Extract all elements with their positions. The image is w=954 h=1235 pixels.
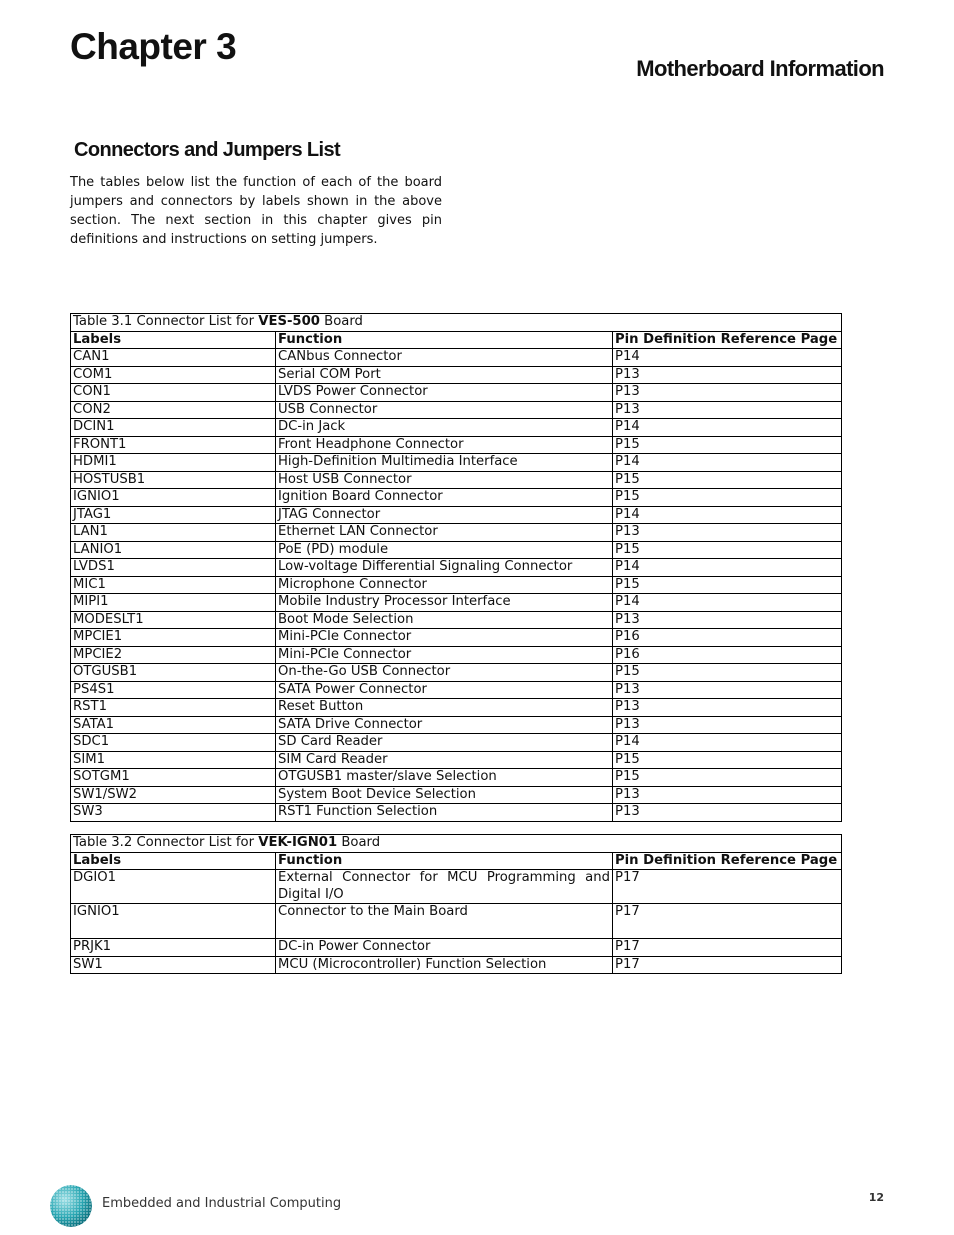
table-row: [71, 384, 842, 402]
table-row: [71, 436, 842, 454]
table-row: [71, 594, 842, 612]
intro-paragraph: The tables below list the function of each of the board jumpers and connectors by labels shown in the above section. The next section in this chapter gives pin definitions and instructions on setting jumpers.: [70, 175, 442, 247]
cell-function: Connector to the Main Board: [276, 904, 613, 939]
table-row: [71, 401, 842, 419]
subheading: Connectors and Jumpers List: [74, 139, 341, 161]
cell-function: SATA Power Connector: [276, 681, 613, 699]
cell-label: SOTGM1: [71, 769, 276, 787]
cell-function: External Connector for MCU Programming and Digital I/O: [276, 870, 613, 904]
table-row: [71, 769, 842, 787]
cell-function: SATA Drive Connector: [276, 716, 613, 734]
cell-function: LVDS Power Connector: [276, 384, 613, 402]
cell-function: SIM Card Reader: [276, 751, 613, 769]
page-number: 12: [868, 1191, 884, 1204]
cell-page: P17: [613, 956, 842, 974]
table-row: [71, 681, 842, 699]
cell-page: P13: [613, 611, 842, 629]
table-row: [71, 870, 842, 904]
cell-function: DC-in Jack: [276, 419, 613, 437]
table-row: [71, 904, 842, 939]
cell-page: P15: [613, 769, 842, 787]
cell-label: PRJK1: [71, 939, 276, 957]
cell-label: SW1: [71, 956, 276, 974]
cell-label: CON2: [71, 401, 276, 419]
table-row: [71, 804, 842, 822]
footer-text: Embedded and Industrial Computing: [102, 1196, 342, 1211]
cell-function: Reset Button: [276, 699, 613, 717]
cell-page: P15: [613, 576, 842, 594]
cell-label: COM1: [71, 366, 276, 384]
cell-label: LANIO1: [71, 541, 276, 559]
cell-label: SW3: [71, 804, 276, 822]
cell-label: CON1: [71, 384, 276, 402]
connector-table-vek-ign01: [70, 834, 842, 974]
cell-label: CAN1: [71, 349, 276, 367]
cell-function: CANbus Connector: [276, 349, 613, 367]
cell-page: P14: [613, 454, 842, 472]
cell-label: PS4S1: [71, 681, 276, 699]
cell-page: P16: [613, 629, 842, 647]
cell-page: P16: [613, 646, 842, 664]
table-row: [71, 541, 842, 559]
table-row: [71, 524, 842, 542]
table-row: [71, 786, 842, 804]
cell-function: Low-voltage Differential Signaling Connector: [276, 559, 613, 577]
cell-function: High-Definition Multimedia Interface: [276, 454, 613, 472]
table-caption: [71, 314, 842, 332]
cell-function: On-the-Go USB Connector: [276, 664, 613, 682]
caption-prefix: Table 3.2 Connector List for: [73, 835, 259, 850]
cell-page: P17: [613, 904, 842, 939]
cell-page: P13: [613, 699, 842, 717]
cell-label: SIM1: [71, 751, 276, 769]
table-row: [71, 611, 842, 629]
cell-function: Host USB Connector: [276, 471, 613, 489]
table-row: [71, 559, 842, 577]
header-pin-page: Pin Definition Reference Page: [613, 331, 842, 349]
cell-page: P14: [613, 594, 842, 612]
cell-function: Mobile Industry Processor Interface: [276, 594, 613, 612]
table-row: [71, 419, 842, 437]
cell-page: P15: [613, 489, 842, 507]
cell-function: JTAG Connector: [276, 506, 613, 524]
cell-page: P14: [613, 506, 842, 524]
cell-label: DGIO1: [71, 870, 276, 904]
cell-function: Mini-PCIe Connector: [276, 629, 613, 647]
globe-logo-icon: [48, 1183, 94, 1233]
cell-page: P13: [613, 384, 842, 402]
cell-page: P17: [613, 939, 842, 957]
cell-function: SD Card Reader: [276, 734, 613, 752]
cell-page: P13: [613, 716, 842, 734]
caption-suffix: Board: [319, 314, 363, 329]
cell-function: USB Connector: [276, 401, 613, 419]
cell-label: DCIN1: [71, 419, 276, 437]
cell-function: RST1 Function Selection: [276, 804, 613, 822]
cell-function: Ignition Board Connector: [276, 489, 613, 507]
table-row: [71, 716, 842, 734]
cell-function: System Boot Device Selection: [276, 786, 613, 804]
cell-function: Boot Mode Selection: [276, 611, 613, 629]
table-row: [71, 349, 842, 367]
cell-page: P17: [613, 870, 842, 904]
section-title: Motherboard Information: [636, 56, 884, 81]
cell-page: P13: [613, 786, 842, 804]
chapter-title: Chapter 3: [70, 26, 237, 67]
table-row: [71, 646, 842, 664]
cell-page: P13: [613, 681, 842, 699]
table-row: [71, 366, 842, 384]
cell-page: P15: [613, 664, 842, 682]
cell-label: IGNIO1: [71, 904, 276, 939]
cell-label: MPCIE2: [71, 646, 276, 664]
cell-label: MODESLT1: [71, 611, 276, 629]
header-pin-page: Pin Definition Reference Page: [613, 852, 842, 870]
table-row: [71, 576, 842, 594]
table-row: [71, 454, 842, 472]
cell-page: P13: [613, 524, 842, 542]
header-function: Function: [276, 331, 613, 349]
caption-suffix: Board: [337, 835, 381, 850]
table-row: [71, 664, 842, 682]
cell-label: SDC1: [71, 734, 276, 752]
cell-label: RST1: [71, 699, 276, 717]
cell-label: LAN1: [71, 524, 276, 542]
cell-label: SATA1: [71, 716, 276, 734]
cell-page: P14: [613, 419, 842, 437]
cell-page: P14: [613, 349, 842, 367]
table-caption: [71, 835, 842, 853]
cell-function: Front Headphone Connector: [276, 436, 613, 454]
cell-function: PoE (PD) module: [276, 541, 613, 559]
cell-page: P15: [613, 751, 842, 769]
cell-page: P13: [613, 401, 842, 419]
cell-function: MCU (Microcontroller) Function Selection: [276, 956, 613, 974]
cell-label: HDMI1: [71, 454, 276, 472]
cell-label: MIC1: [71, 576, 276, 594]
caption-board: VEK-IGN01: [258, 835, 338, 850]
cell-page: P14: [613, 734, 842, 752]
header-labels: Labels: [71, 331, 276, 349]
caption-board: VES-500: [258, 314, 320, 329]
table-row: [71, 956, 842, 974]
cell-label: FRONT1: [71, 436, 276, 454]
cell-page: P13: [613, 804, 842, 822]
table-row: [71, 939, 842, 957]
cell-label: IGNIO1: [71, 489, 276, 507]
connector-table-ves500: [70, 313, 842, 822]
header-function: Function: [276, 852, 613, 870]
table-row: [71, 489, 842, 507]
cell-label: MPCIE1: [71, 629, 276, 647]
cell-label: JTAG1: [71, 506, 276, 524]
cell-function: OTGUSB1 master/slave Selection: [276, 769, 613, 787]
cell-page: P15: [613, 436, 842, 454]
cell-label: SW1/SW2: [71, 786, 276, 804]
cell-function: Mini-PCIe Connector: [276, 646, 613, 664]
table-row: [71, 734, 842, 752]
cell-page: P15: [613, 471, 842, 489]
cell-page: P15: [613, 541, 842, 559]
caption-prefix: Table 3.1 Connector List for: [73, 314, 259, 329]
table-row: [71, 629, 842, 647]
table-row: [71, 471, 842, 489]
cell-label: HOSTUSB1: [71, 471, 276, 489]
table-row: [71, 506, 842, 524]
cell-label: OTGUSB1: [71, 664, 276, 682]
cell-function: Serial COM Port: [276, 366, 613, 384]
header-labels: Labels: [71, 852, 276, 870]
cell-page: P13: [613, 366, 842, 384]
cell-function: Ethernet LAN Connector: [276, 524, 613, 542]
cell-function: Microphone Connector: [276, 576, 613, 594]
table-row: [71, 751, 842, 769]
cell-label: LVDS1: [71, 559, 276, 577]
cell-function: DC-in Power Connector: [276, 939, 613, 957]
cell-page: P14: [613, 559, 842, 577]
cell-label: MIPI1: [71, 594, 276, 612]
table-row: [71, 699, 842, 717]
